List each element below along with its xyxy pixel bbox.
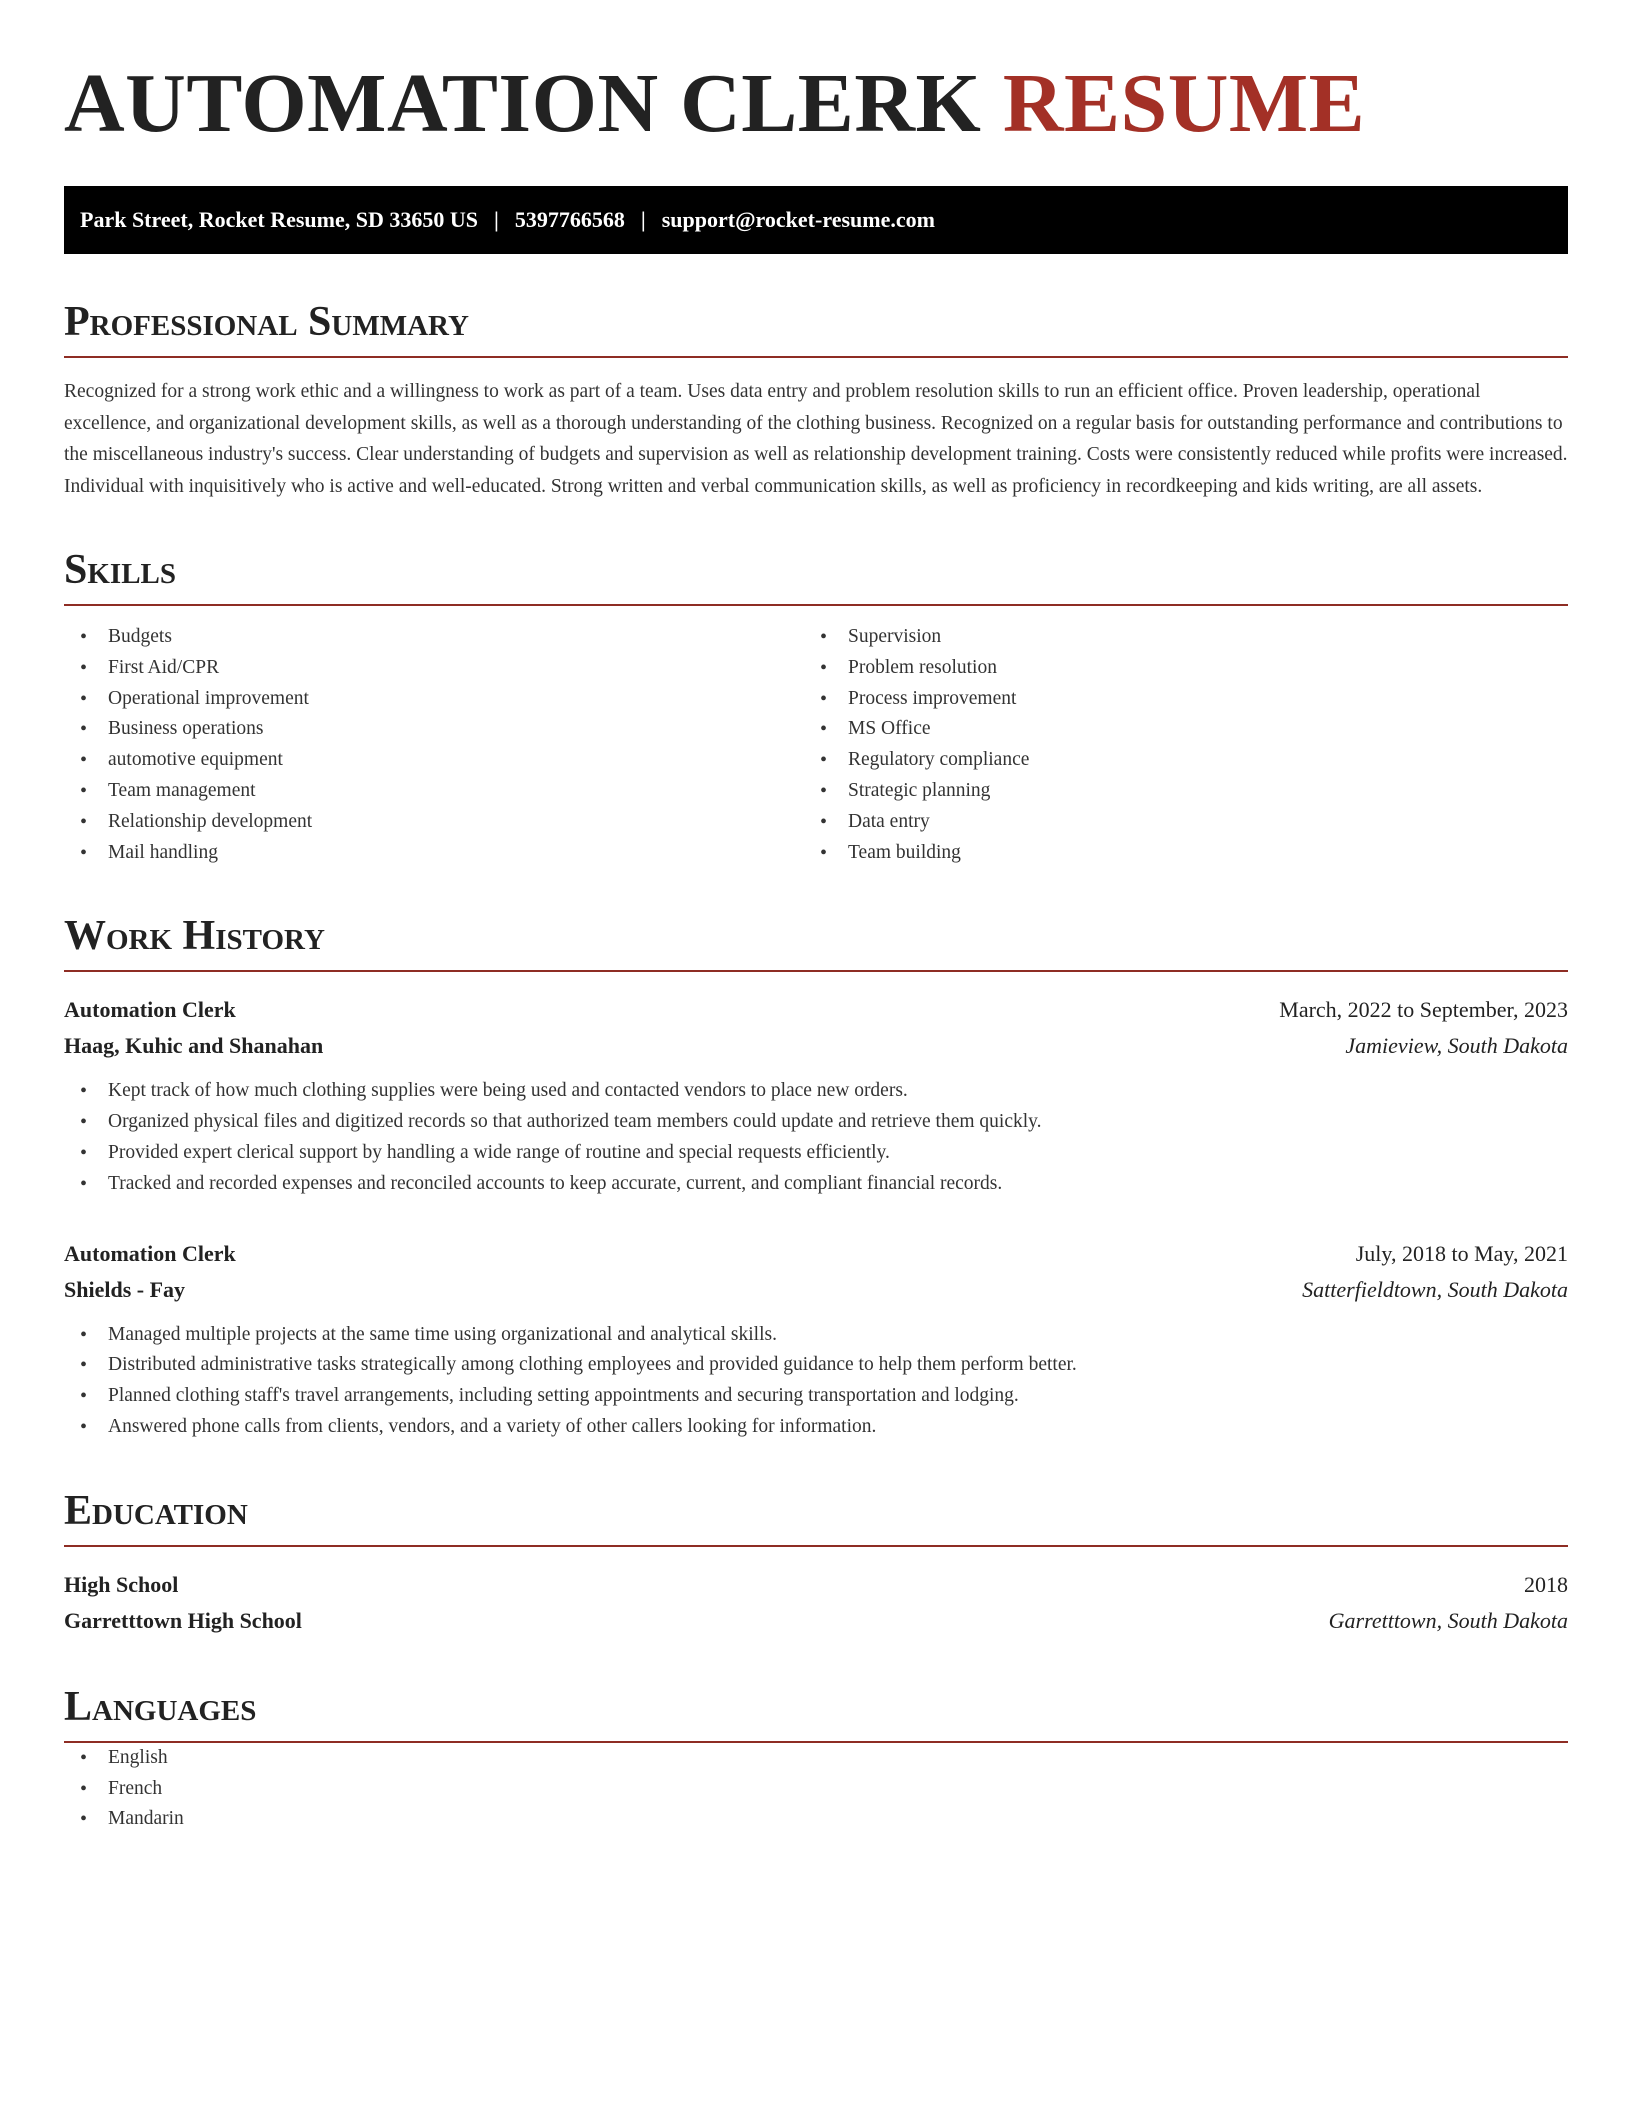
- job-duty-item: • Distributed administrative tasks strategically among clothing employees and provided guidance to help them perform better.: [64, 1350, 1568, 1381]
- skill-item: • Team building: [804, 838, 1544, 869]
- summary-text: Recognized for a strong work ethic and a willingness to work as part of a team. Uses data entry and problem resolution skills to run an efficient office. Proven leadership, operational excellence, and organizational development skills, as well as a thorough understanding of the clothing business. Recognized on a regular basis for outstanding performance and contributions to the miscellaneous industry's success. Clear understanding of budgets and supervision as well as relationship development training. Costs were consistently reduced while profits were increased. Individual with inquisitively who is active and well-educated. Strong written and verbal communication skills, as well as proficiency in recordkeeping and kids writing, are all assets.: [64, 381, 1568, 497]
- job-location: Jamieview, South Dakota: [1345, 1033, 1568, 1059]
- education-school: Garretttown High School: [64, 1607, 302, 1633]
- language-item: • French: [64, 1774, 1568, 1805]
- education-location: Garretttown, South Dakota: [1328, 1607, 1568, 1633]
- skills-heading: Skills: [64, 548, 1568, 606]
- job-dates: March, 2022 to September, 2023: [1279, 997, 1568, 1023]
- job-duty-item: • Managed multiple projects at the same time using organizational and analytical skills.: [64, 1320, 1568, 1351]
- job-company-row: [64, 1028, 1568, 1064]
- job-duties: [64, 1076, 1568, 1199]
- job-entry: [64, 1236, 1568, 1443]
- work-history-heading: Work History: [64, 914, 1568, 972]
- education-year: 2018: [1524, 1571, 1568, 1597]
- education-school-row: [64, 1603, 1568, 1639]
- resume-title: [64, 56, 1568, 152]
- job-location: Satterfieldtown, South Dakota: [1302, 1276, 1568, 1302]
- job-company: Haag, Kuhic and Shanahan: [64, 1033, 324, 1059]
- job-duty-item: • Organized physical files and digitized records so that authorized team members could update and retrieve them quickly.: [64, 1107, 1568, 1138]
- skill-item: • Team management: [64, 776, 804, 807]
- skill-item: • Supervision: [804, 622, 1544, 653]
- summary-section: [64, 300, 1568, 502]
- skills-section: [64, 548, 1568, 868]
- education-entry: [64, 1567, 1568, 1639]
- languages-list: [64, 1743, 1568, 1835]
- job-company-row: [64, 1272, 1568, 1308]
- contact-separator: |: [640, 207, 646, 232]
- job-duty-item: • Tracked and recorded expenses and reconciled accounts to keep accurate, current, and compliant financial records.: [64, 1169, 1568, 1200]
- job-company: Shields - Fay: [64, 1276, 186, 1302]
- skill-item: • Data entry: [804, 807, 1544, 838]
- skill-item: • Mail handling: [64, 838, 804, 869]
- skills-right-column: [804, 622, 1544, 868]
- work-history-section: [64, 914, 1568, 1442]
- job-duty-item: • Provided expert clerical support by handling a wide range of routine and special requests efficiently.: [64, 1138, 1568, 1169]
- skill-item: • MS Office: [804, 714, 1544, 745]
- contact-address: Park Street, Rocket Resume, SD 33650 US: [80, 207, 478, 232]
- job-duty-item: • Answered phone calls from clients, vendors, and a variety of other callers looking for information.: [64, 1412, 1568, 1443]
- contact-bar: [64, 186, 1568, 254]
- education-section: [64, 1489, 1568, 1639]
- job-title: Automation Clerk: [64, 997, 236, 1023]
- skill-item: • First Aid/CPR: [64, 653, 804, 684]
- title-accent: RESUME: [1002, 57, 1366, 150]
- job-duty-item: • Planned clothing staff's travel arrangements, including setting appointments and securing transportation and lodging.: [64, 1381, 1568, 1412]
- skills-left-column: [64, 622, 804, 868]
- summary-heading: Professional Summary: [64, 300, 1568, 358]
- skill-item: • Business operations: [64, 714, 804, 745]
- skill-item: • Regulatory compliance: [804, 745, 1544, 776]
- skill-item: • Operational improvement: [64, 684, 804, 715]
- contact-separator: |: [494, 207, 499, 232]
- skills-columns: [64, 622, 1568, 868]
- languages-heading: Languages: [64, 1685, 1568, 1743]
- skill-item: • Budgets: [64, 622, 804, 653]
- skill-item: • Relationship development: [64, 807, 804, 838]
- education-degree: High School: [64, 1571, 179, 1597]
- language-item: • English: [64, 1743, 1568, 1774]
- contact-email: support@rocket-resume.com: [661, 207, 935, 232]
- job-header-row: [64, 1236, 1568, 1272]
- language-item: • Mandarin: [64, 1804, 1568, 1835]
- job-entry: [64, 992, 1568, 1199]
- job-header-row: [64, 992, 1568, 1028]
- job-dates: July, 2018 to May, 2021: [1355, 1240, 1568, 1266]
- job-duties: [64, 1320, 1568, 1443]
- title-main: AUTOMATION CLERK: [64, 57, 982, 150]
- education-heading: Education: [64, 1489, 1568, 1547]
- job-duty-item: • Kept track of how much clothing supplies were being used and contacted vendors to place new orders.: [64, 1076, 1568, 1107]
- languages-section: [64, 1685, 1568, 1835]
- education-degree-row: [64, 1567, 1568, 1603]
- skill-item: • Strategic planning: [804, 776, 1544, 807]
- job-title: Automation Clerk: [64, 1240, 236, 1266]
- skill-item: • automotive equipment: [64, 745, 804, 776]
- skill-item: • Process improvement: [804, 684, 1544, 715]
- contact-phone: 5397766568: [514, 207, 625, 232]
- skill-item: • Problem resolution: [804, 653, 1544, 684]
